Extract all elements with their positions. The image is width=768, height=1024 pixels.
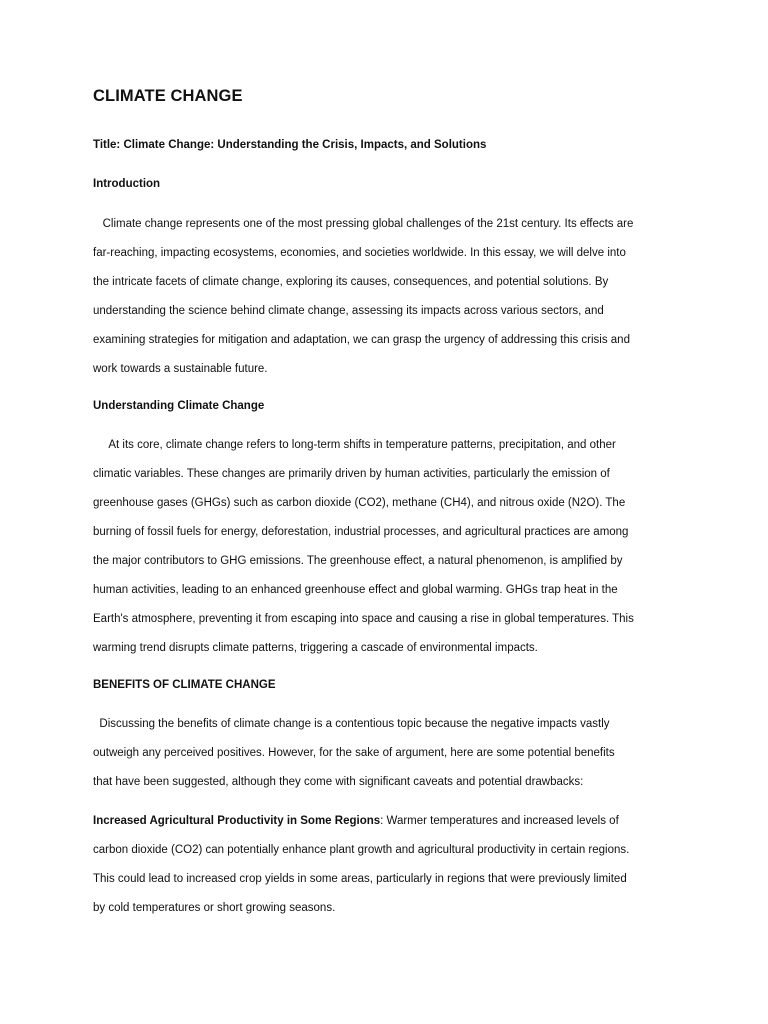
paragraph-benefits — [93, 710, 678, 797]
text-line: This could lead to increased crop yields in some areas, particularly in regions that were previously limited — [93, 873, 627, 885]
text-line: understanding the science behind climate change, assessing its impacts across various sectors, and — [93, 305, 604, 317]
essay-title: Title: Climate Change: Understanding the Crisis, Impacts, and Solutions — [93, 139, 487, 151]
text-line: Earth's atmosphere, preventing it from escaping into space and causing a rise in global temperatures. This — [93, 613, 634, 625]
text-line: Discussing the benefits of climate change is a contentious topic because the negative impacts vastly — [93, 718, 610, 730]
text-line: burning of fossil fuels for energy, deforestation, industrial processes, and agricultural practices are among — [93, 526, 629, 538]
text-line: work towards a sustainable future. — [93, 363, 268, 375]
text-line: carbon dioxide (CO2) can potentially enhance plant growth and agricultural productivity in certain regions. — [93, 844, 630, 856]
lead-line-rest: : Warmer temperatures and increased levels of — [380, 815, 619, 827]
text-line: human activities, leading to an enhanced greenhouse effect and global warming. GHGs trap heat in the — [93, 584, 618, 596]
text-line: Climate change represents one of the most pressing global challenges of the 21st century. Its effects are — [93, 218, 634, 230]
text-line — [93, 807, 678, 836]
paragraph-agriculture — [93, 807, 678, 923]
text-line: the intricate facets of climate change, exploring its causes, consequences, and potential solutions. By — [93, 276, 609, 288]
text-line: the major contributors to GHG emissions. The greenhouse effect, a natural phenomenon, is amplified by — [93, 555, 623, 567]
heading-benefits: BENEFITS OF CLIMATE CHANGE — [93, 679, 276, 691]
text-line: outweigh any perceived positives. However, for the sake of argument, here are some potential benefits — [93, 747, 615, 759]
heading-understanding: Understanding Climate Change — [93, 400, 265, 412]
text-line: warming trend disrupts climate patterns, triggering a cascade of environmental impacts. — [93, 642, 538, 654]
paragraph-understanding — [93, 431, 678, 663]
text-line: climatic variables. These changes are primarily driven by human activities, particularly the emission of — [93, 468, 610, 480]
heading-introduction: Introduction — [93, 178, 161, 190]
text-line: At its core, climate change refers to long-term shifts in temperature patterns, precipitation, and other — [93, 439, 616, 451]
document-title: CLIMATE CHANGE — [93, 87, 243, 105]
text-line: far-reaching, impacting ecosystems, economies, and societies worldwide. In this essay, we will delve into — [93, 247, 626, 259]
paragraph-introduction — [93, 210, 678, 384]
bold-lead-phrase: Increased Agricultural Productivity in Some Regions — [93, 815, 381, 827]
text-line: by cold temperatures or short growing seasons. — [93, 902, 336, 914]
text-line: examining strategies for mitigation and adaptation, we can grasp the urgency of addressing this crisis and — [93, 334, 630, 346]
text-line: that have been suggested, although they come with significant caveats and potential drawbacks: — [93, 776, 584, 788]
text-line: greenhouse gases (GHGs) such as carbon dioxide (CO2), methane (CH4), and nitrous oxide (N2O). The — [93, 497, 626, 509]
